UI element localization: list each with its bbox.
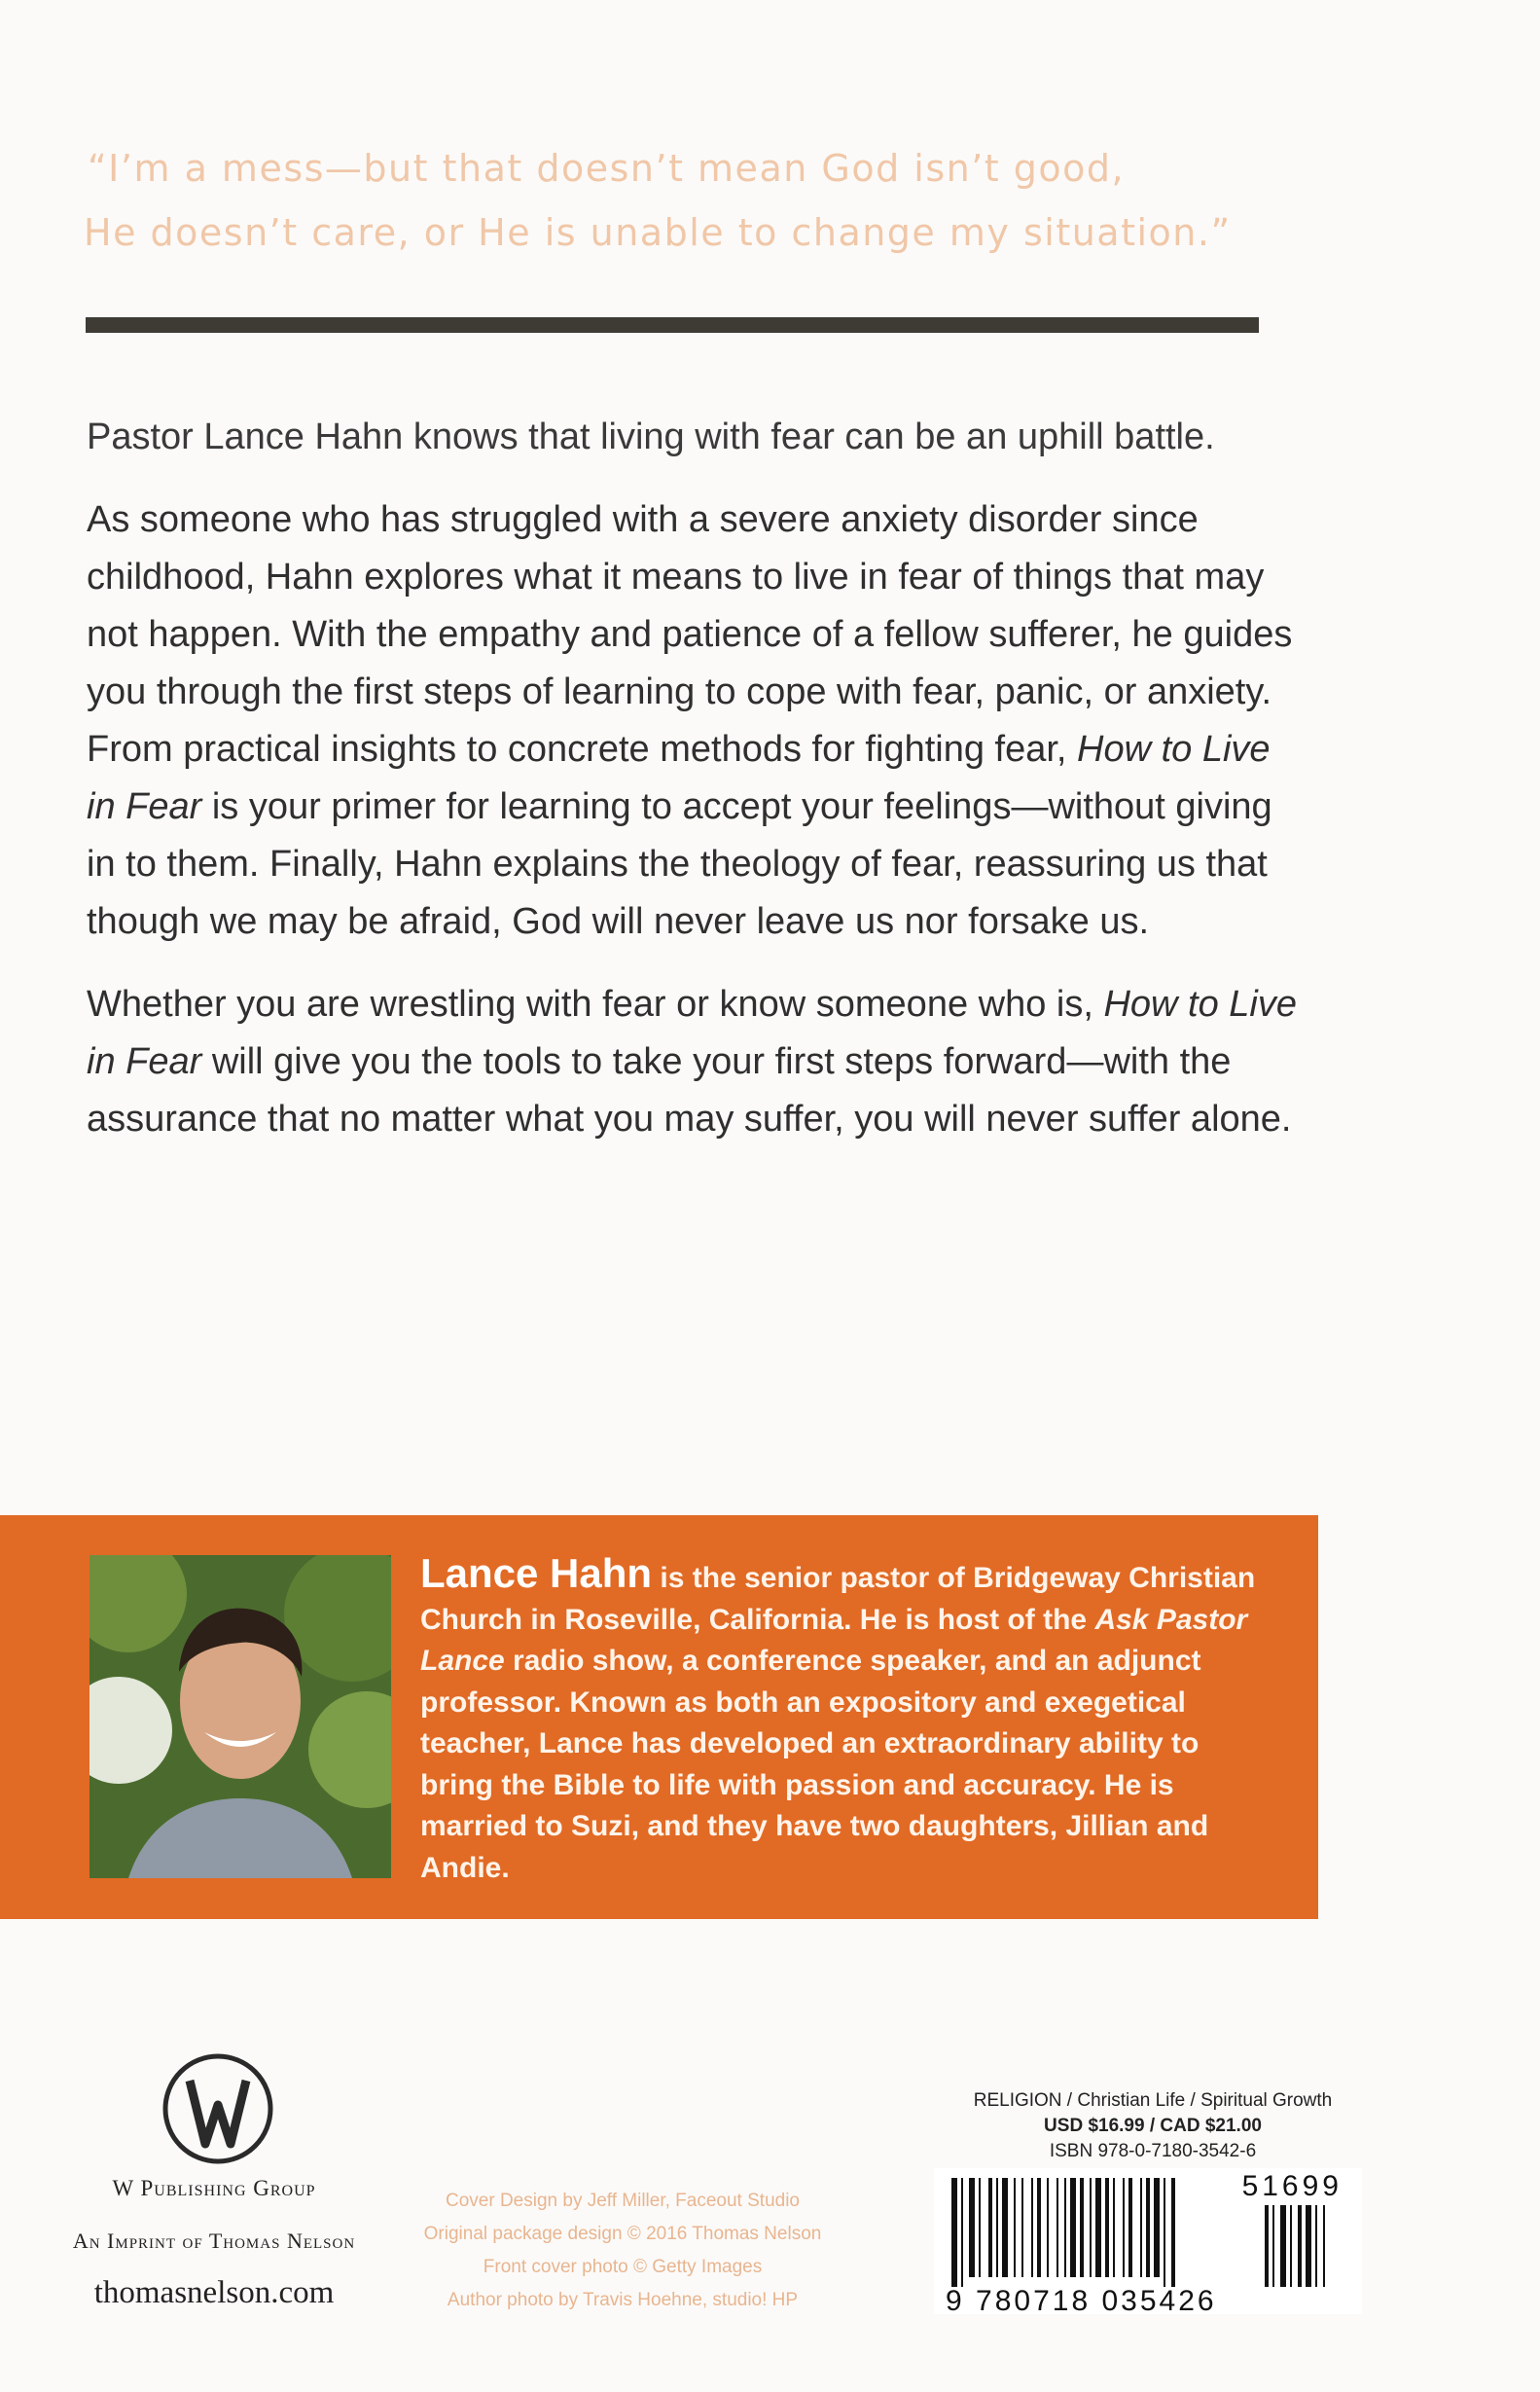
barcode-bar	[961, 2178, 963, 2287]
design-credits	[394, 2185, 851, 2317]
publisher-group: W Publishing Group	[112, 2176, 316, 2200]
barcode-bar	[1128, 2178, 1132, 2277]
author-bio-text-a: is the senior pastor of Bridgeway Christian Church in Roseville, California. He is host of the	[420, 1562, 1256, 1636]
barcode-bar	[1171, 2178, 1175, 2287]
credit-line: Author photo by Travis Hoehne, studio! HP	[447, 2290, 799, 2310]
description-p2-text-b: is your primer for learning to accept your feelings—without giving in to them. Finally, Hahn explains the theology of fear, reassuring us that though we may be afraid, God will never leave us nor forsake us.	[87, 786, 1272, 942]
barcode-bar	[1080, 2178, 1084, 2277]
barcode-bar	[1031, 2178, 1033, 2277]
barcode-digits: 9 780718 035426	[946, 2285, 1217, 2314]
pull-quote-line-2: He doesn’t care, or He is unable to change my situation.”	[84, 211, 1232, 254]
barcode-bar	[1164, 2178, 1165, 2287]
pull-quote	[84, 136, 1304, 265]
author-bio	[420, 1550, 1276, 1889]
barcode-bar	[979, 2178, 981, 2277]
barcode-bar	[1123, 2178, 1125, 2277]
barcode-bar	[1154, 2178, 1160, 2277]
barcode-bar	[1090, 2178, 1092, 2277]
addon-bar	[1280, 2205, 1286, 2287]
radio-show-title: Ask Pastor Lance	[420, 1603, 1248, 1677]
credit-line: Cover Design by Jeff Miller, Faceout Studio	[446, 2191, 800, 2211]
publisher-imprint: An Imprint of Thomas Nelson	[72, 2229, 356, 2253]
addon-bar	[1298, 2205, 1302, 2287]
divider-rule	[86, 317, 1259, 333]
pull-quote-line-1: “I’m a mess—but that doesn’t mean God isn’t good,	[88, 147, 1126, 190]
barcode-bar	[988, 2178, 992, 2277]
barcode-bar	[1037, 2178, 1041, 2277]
barcode-bar	[1064, 2178, 1066, 2277]
description-p3-text-b: will give you the tools to take your first steps forward—with the assurance that no matter what you may suffer, you will never suffer alone.	[87, 1041, 1292, 1140]
barcode-bar	[951, 2178, 957, 2287]
description-p2-text-a: As someone who has struggled with a severe anxiety disorder since childhood, Hahn explores what it means to live in fear of things that may not happen. With the empathy and patience of a fellow sufferer, he guides you through the first steps of learning to cope with fear, panic, or anxiety. From practical insights to concrete methods for fighting fear,	[87, 499, 1293, 770]
addon-bar	[1265, 2205, 1269, 2287]
author-bio-text-b: radio show, a conference speaker, and an adjunct professor. Known as both an expository and exegetical teacher, Lance has developed an extraordinary ability to bring the Bible to life with passion and accuracy. He is married to Suzi, and they have two daughters, Jillian and Andie.	[420, 1645, 1209, 1884]
description-paragraph-3	[87, 976, 1303, 1148]
barcode-bar	[1140, 2178, 1142, 2277]
credit-line: Original package design © 2016 Thomas Nelson	[423, 2224, 822, 2244]
credit-line: Front cover photo © Getty Images	[483, 2257, 763, 2277]
author-photo	[90, 1555, 391, 1878]
publisher-url[interactable]: thomasnelson.com	[93, 2275, 335, 2310]
book-title-inline: How to Live in Fear	[87, 729, 1271, 827]
addon-bar	[1272, 2205, 1274, 2287]
barcode-bar	[1014, 2178, 1016, 2277]
addon-bar	[1290, 2205, 1292, 2287]
barcode-bar	[1113, 2178, 1115, 2277]
addon-bar	[1315, 2205, 1317, 2287]
barcode-bar	[996, 2178, 998, 2277]
book-title-inline: How to Live in Fear	[87, 984, 1298, 1082]
addon-bar	[1306, 2205, 1311, 2287]
bisac-category: RELIGION / Christian Life / Spiritual Growth	[973, 2090, 1333, 2111]
isbn-line: ISBN 978-0-7180-3542-6	[1049, 2141, 1257, 2161]
barcode-bar	[1070, 2178, 1076, 2277]
retail-info	[944, 2088, 1362, 2164]
barcode-bar	[969, 2178, 975, 2277]
book-description	[87, 409, 1303, 1174]
description-paragraph-2	[87, 491, 1303, 951]
barcode-bar	[1146, 2178, 1150, 2277]
barcode-bar	[1057, 2178, 1058, 2277]
price-line: USD $16.99 / CAD $21.00	[1044, 2116, 1262, 2136]
isbn-barcode	[934, 2168, 1362, 2314]
barcode-bar	[1021, 2178, 1023, 2277]
description-paragraph-1: Pastor Lance Hahn knows that living with fear can be an uphill battle.	[87, 417, 1215, 457]
author-name: Lance Hahn	[420, 1550, 653, 1596]
barcode-bar	[1002, 2178, 1008, 2277]
description-p3-text-a: Whether you are wrestling with fear or know someone who is,	[87, 984, 1104, 1025]
barcode-bar	[1095, 2178, 1101, 2277]
w-publishing-logo-icon	[161, 2051, 275, 2166]
addon-bar	[1323, 2205, 1325, 2287]
barcode-bar	[1047, 2178, 1049, 2277]
price-addon-digits: 51699	[1241, 2170, 1343, 2202]
barcode-bar	[1105, 2178, 1109, 2277]
